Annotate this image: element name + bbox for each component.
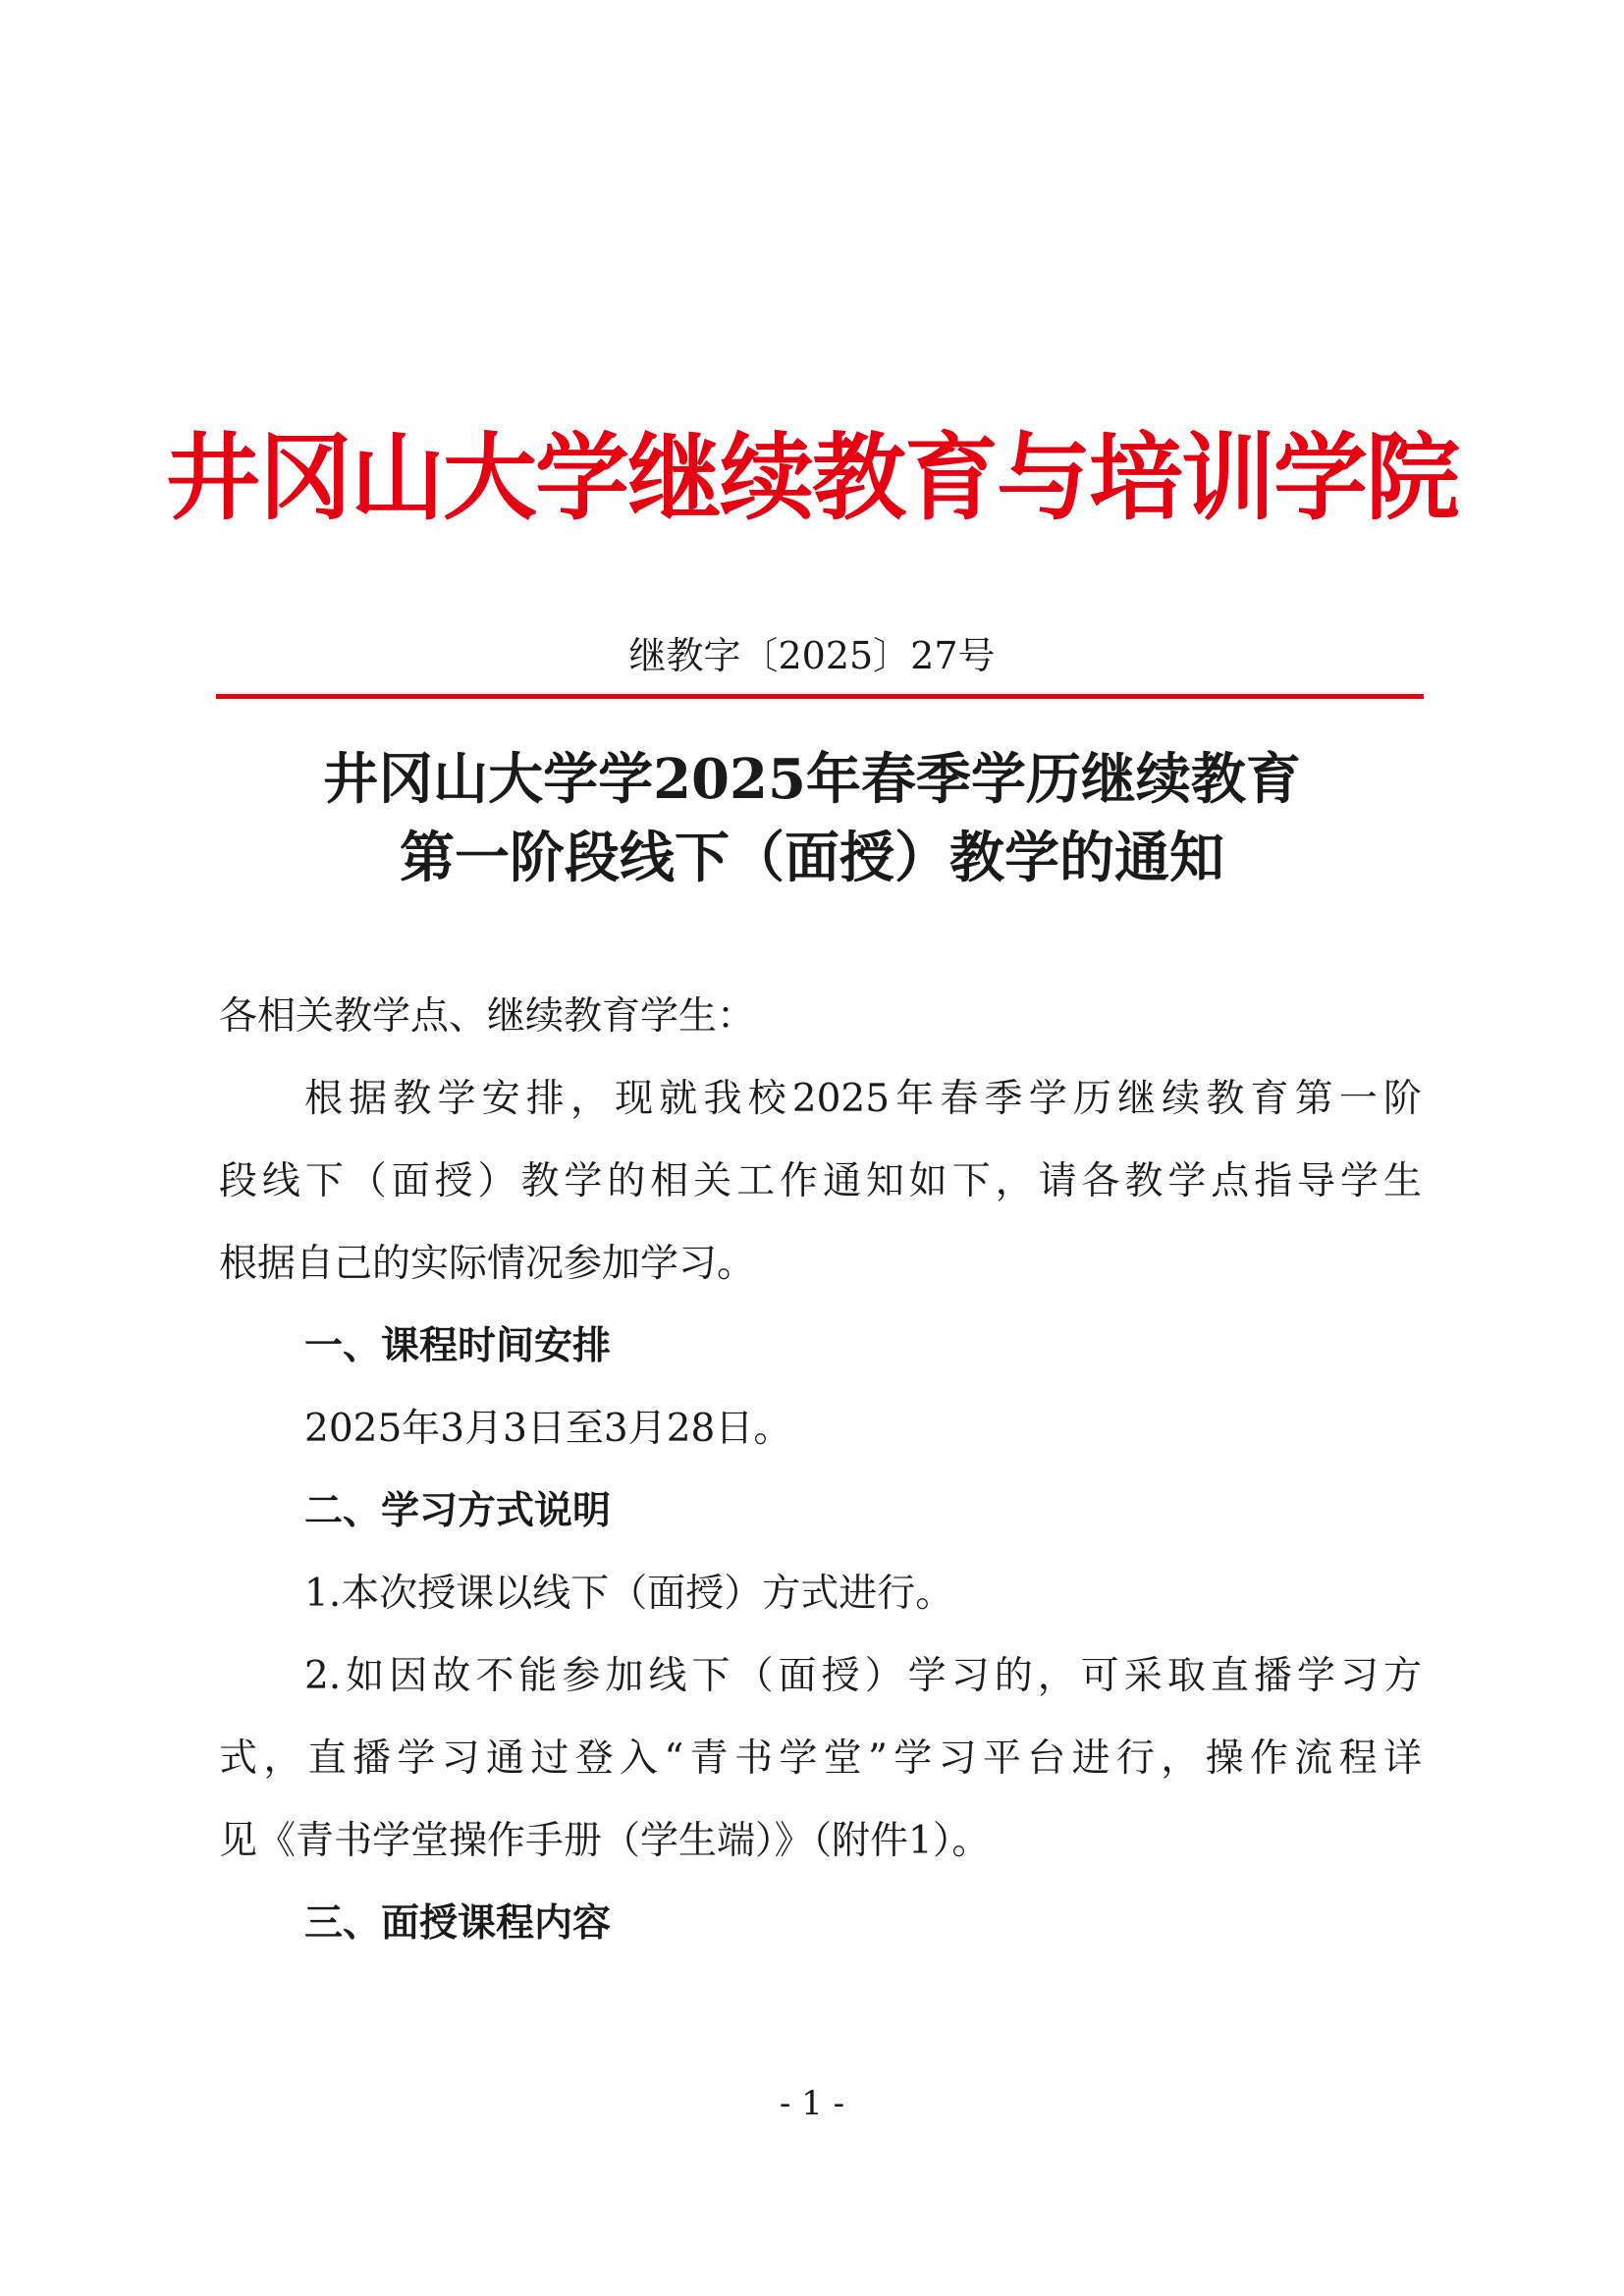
document-number: 继教字〔2025〕27号 bbox=[628, 634, 996, 677]
notice-title-line-2: 第一阶段线下（面授）教学的通知 bbox=[400, 826, 1224, 890]
study-mode-item-2-line-2: 式，直播学习通过登入“青书学堂”学习平台进行，操作流程详 bbox=[219, 1736, 1422, 1781]
salutation: 各相关教学点、继续教育学生： bbox=[219, 994, 756, 1039]
section-heading-course-content: 三、面授课程内容 bbox=[304, 1901, 612, 1946]
study-mode-item-2-line-3: 见《青书学堂操作手册（学生端）》（附件1）。 bbox=[219, 1819, 991, 1863]
red-divider-line bbox=[216, 694, 1424, 699]
notice-title-line-1: 井冈山大学学2025年春季学历继续教育 bbox=[323, 747, 1301, 812]
intro-line-2: 段线下（面授）教学的相关工作通知如下，请各教学点指导学生 bbox=[219, 1159, 1422, 1203]
page-number: - 1 - bbox=[779, 2084, 845, 2123]
intro-line-1: 根据教学安排，现就我校2025年春季学历继续教育第一阶 bbox=[304, 1077, 1422, 1121]
section-heading-schedule: 一、课程时间安排 bbox=[304, 1324, 612, 1368]
intro-line-3: 根据自己的实际情况参加学习。 bbox=[219, 1242, 756, 1286]
study-mode-item-1: 1.本次授课以线下（面授）方式进行。 bbox=[304, 1572, 954, 1616]
schedule-text: 2025年3月3日至3月28日。 bbox=[304, 1407, 792, 1451]
masthead-title: 井冈山大学继续教育与培训学院 bbox=[166, 422, 1458, 533]
section-heading-study-mode: 二、学习方式说明 bbox=[304, 1489, 612, 1533]
study-mode-item-2-line-1: 2.如因故不能参加线下（面授）学习的，可采取直播学习方 bbox=[304, 1654, 1422, 1698]
